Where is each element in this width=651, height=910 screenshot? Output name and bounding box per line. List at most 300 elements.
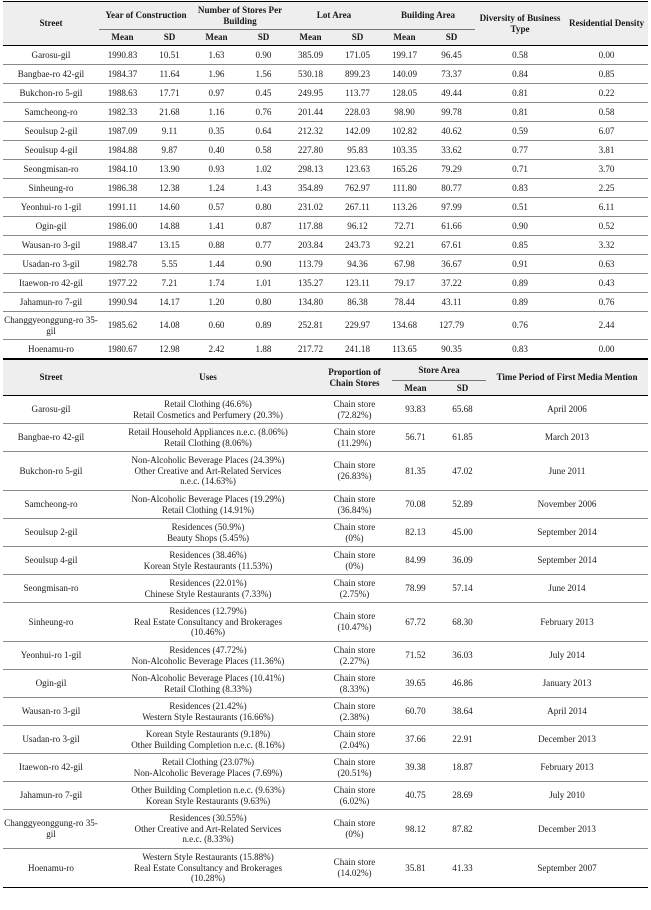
stores-mean-cell: 1.20 xyxy=(193,293,240,312)
year-mean-cell: 1988.63 xyxy=(99,84,146,103)
diversity-cell: 0.83 xyxy=(475,340,565,359)
lot-sd-cell: 241.18 xyxy=(334,340,381,359)
store-area-sd-cell: 18.87 xyxy=(439,754,486,782)
year-mean-cell: 1990.94 xyxy=(99,293,146,312)
building-sd-cell: 49.44 xyxy=(428,84,475,103)
chain-store-label: Chain store xyxy=(333,426,376,437)
table-row xyxy=(3,782,648,810)
stores-mean-cell: 1.16 xyxy=(193,103,240,122)
building-mean-cell: 98.90 xyxy=(381,103,428,122)
uses-line: (10.46%) xyxy=(190,627,226,638)
store-area-sd-cell: 28.69 xyxy=(439,782,486,810)
street-cell: Seongmisan-ro xyxy=(3,160,99,179)
media-mention-cell: January 2013 xyxy=(486,670,648,698)
stores-sd-cell: 0.90 xyxy=(240,46,287,65)
chain-store-label: Chain store xyxy=(333,857,376,868)
lot-sd-cell: 96.12 xyxy=(334,217,381,236)
chain-store-label: Chain store xyxy=(333,493,376,504)
lot-sd-cell: 86.38 xyxy=(334,293,381,312)
stores-mean-cell: 0.40 xyxy=(193,141,240,160)
building-mean-cell: 113.65 xyxy=(381,340,428,359)
store-area-mean-cell: 39.65 xyxy=(392,670,439,698)
uses-line: Retail Clothing (46.6%) xyxy=(164,398,252,409)
stores-mean-cell: 0.88 xyxy=(193,236,240,255)
subheader-mean: Mean xyxy=(381,30,428,46)
lot-sd-cell: 229.97 xyxy=(334,312,381,340)
lot-sd-cell: 113.77 xyxy=(334,84,381,103)
building-mean-cell: 78.44 xyxy=(381,293,428,312)
lot-mean-cell: 212.32 xyxy=(287,122,334,141)
lot-sd-cell: 94.36 xyxy=(334,255,381,274)
table-row xyxy=(3,65,648,84)
subheader-mean: Mean xyxy=(99,30,146,46)
uses-cell xyxy=(99,810,317,849)
col-header-year: Year of Construction xyxy=(99,2,193,30)
chain-store-percent: (2.27%) xyxy=(339,655,370,666)
lot-sd-cell: 243.73 xyxy=(334,236,381,255)
year-mean-cell: 1986.00 xyxy=(99,217,146,236)
street-cell: Bangbae-ro 42-gil xyxy=(3,65,99,84)
street-cell: Bukchon-ro 5-gil xyxy=(3,84,99,103)
year-mean-cell: 1984.37 xyxy=(99,65,146,84)
lot-mean-cell: 134.80 xyxy=(287,293,334,312)
street-cell: Jahamun-ro 7-gil xyxy=(3,782,99,810)
table-row xyxy=(3,198,648,217)
chain-store-cell xyxy=(317,519,392,547)
year-sd-cell: 10.51 xyxy=(146,46,193,65)
uses-line: Chinese Style Restaurants (7.33%) xyxy=(144,588,272,599)
residential-cell: 0.43 xyxy=(565,274,648,293)
chain-store-label: Chain store xyxy=(333,784,376,795)
lot-mean-cell: 203.84 xyxy=(287,236,334,255)
table-row xyxy=(3,217,648,236)
uses-line: Residences (22.01%) xyxy=(169,577,247,588)
street-cell: Seongmisan-ro xyxy=(3,575,99,603)
store-area-sd-cell: 52.89 xyxy=(439,491,486,519)
street-cell: Usadan-ro 3-gil xyxy=(3,255,99,274)
lot-mean-cell: 354.89 xyxy=(287,179,334,198)
store-area-sd-cell: 36.03 xyxy=(439,642,486,670)
media-mention-cell: June 2014 xyxy=(486,575,648,603)
street-cell: Garosu-gil xyxy=(3,46,99,65)
uses-line: Korean Style Restaurants (11.53%) xyxy=(143,560,273,571)
store-area-mean-cell: 82.13 xyxy=(392,519,439,547)
chain-store-cell xyxy=(317,575,392,603)
building-mean-cell: 102.82 xyxy=(381,122,428,141)
chain-store-label: Chain store xyxy=(333,756,376,767)
store-area-mean-cell: 78.99 xyxy=(392,575,439,603)
table-row xyxy=(3,547,648,575)
stores-sd-cell: 1.02 xyxy=(240,160,287,179)
stores-mean-cell: 0.93 xyxy=(193,160,240,179)
residential-cell: 0.76 xyxy=(565,293,648,312)
lot-mean-cell: 135.27 xyxy=(287,274,334,293)
chain-store-cell xyxy=(317,754,392,782)
year-sd-cell: 14.17 xyxy=(146,293,193,312)
chain-store-cell xyxy=(317,810,392,849)
residential-cell: 0.52 xyxy=(565,217,648,236)
building-mean-cell: 72.71 xyxy=(381,217,428,236)
store-area-sd-cell: 61.85 xyxy=(439,424,486,452)
stores-mean-cell: 1.24 xyxy=(193,179,240,198)
table-row xyxy=(3,236,648,255)
chain-store-label: Chain store xyxy=(333,398,376,409)
stores-sd-cell: 0.80 xyxy=(240,293,287,312)
lot-mean-cell: 117.88 xyxy=(287,217,334,236)
street-cell: Itaewon-ro 42-gil xyxy=(3,754,99,782)
year-mean-cell: 1984.10 xyxy=(99,160,146,179)
chain-store-label: Chain store xyxy=(333,644,376,655)
street-cell: Seoulsup 4-gil xyxy=(3,547,99,575)
diversity-cell: 0.85 xyxy=(475,236,565,255)
street-cell: Samcheong-ro xyxy=(3,491,99,519)
chain-store-percent: (36.84%) xyxy=(337,504,372,515)
media-mention-cell: April 2014 xyxy=(486,698,648,726)
uses-cell xyxy=(99,603,317,642)
col-header-media-mention: Time Period of First Media Mention xyxy=(486,360,648,396)
uses-cell xyxy=(99,642,317,670)
uses-line: Residences (30.55%) xyxy=(169,813,247,824)
building-sd-cell: 61.66 xyxy=(428,217,475,236)
uses-line: Non-Alcoholic Beverage Places (19.29%) xyxy=(131,493,285,504)
diversity-cell: 0.58 xyxy=(475,46,565,65)
chain-store-percent: (10.47%) xyxy=(337,622,372,632)
residential-cell: 0.63 xyxy=(565,255,648,274)
uses-line: Non-Alcoholic Beverage Places (24.39%) xyxy=(131,455,285,466)
uses-line: Non-Alcoholic Beverage Places (10.41%) xyxy=(131,672,285,683)
subheader-sd: SD xyxy=(240,30,287,46)
stores-sd-cell: 0.87 xyxy=(240,217,287,236)
diversity-cell: 0.83 xyxy=(475,179,565,198)
uses-line: n.e.c. (14.63%) xyxy=(180,476,236,487)
year-sd-cell: 13.15 xyxy=(146,236,193,255)
col-header-street: Street xyxy=(3,2,99,46)
street-cell: Garosu-gil xyxy=(3,396,99,424)
residential-cell: 0.22 xyxy=(565,84,648,103)
building-sd-cell: 97.99 xyxy=(428,198,475,217)
uses-cell xyxy=(99,575,317,603)
street-cell: Wausan-ro 3-gil xyxy=(3,236,99,255)
media-mention-cell: September 2007 xyxy=(486,849,648,888)
stores-sd-cell: 1.56 xyxy=(240,65,287,84)
uses-cell xyxy=(99,396,317,424)
chain-store-percent: (14.02%) xyxy=(337,868,372,878)
street-cell: Ogin-gil xyxy=(3,217,99,236)
year-sd-cell: 14.60 xyxy=(146,198,193,217)
table-row xyxy=(3,103,648,122)
street-cell: Changgyeonggung-ro 35-gil xyxy=(3,312,99,340)
table-row xyxy=(3,255,648,274)
year-sd-cell: 12.98 xyxy=(146,340,193,359)
col-header-store-area: Store Area xyxy=(392,360,486,381)
chain-store-cell xyxy=(317,603,392,642)
building-mean-cell: 79.17 xyxy=(381,274,428,293)
uses-line: Retail Clothing (8.33%) xyxy=(164,683,252,694)
street-cell: Jahamun-ro 7-gil xyxy=(3,293,99,312)
lot-mean-cell: 249.95 xyxy=(287,84,334,103)
store-area-mean-cell: 84.99 xyxy=(392,547,439,575)
year-mean-cell: 1991.11 xyxy=(99,198,146,217)
stores-mean-cell: 0.97 xyxy=(193,84,240,103)
street-uses-body xyxy=(3,396,648,888)
uses-line: Retail Household Appliances n.e.c. (8.06%) xyxy=(128,426,288,437)
table-row xyxy=(3,810,648,849)
residential-cell: 2.44 xyxy=(565,312,648,340)
uses-cell xyxy=(99,424,317,452)
store-area-sd-cell: 36.09 xyxy=(439,547,486,575)
building-sd-cell: 37.22 xyxy=(428,274,475,293)
year-sd-cell: 21.68 xyxy=(146,103,193,122)
year-sd-cell: 14.08 xyxy=(146,312,193,340)
table-row xyxy=(3,179,648,198)
diversity-cell: 0.71 xyxy=(475,160,565,179)
chain-store-cell xyxy=(317,452,392,491)
stores-mean-cell: 1.74 xyxy=(193,274,240,293)
subheader-sd: SD xyxy=(334,30,381,46)
lot-sd-cell: 123.11 xyxy=(334,274,381,293)
media-mention-cell: November 2006 xyxy=(486,491,648,519)
store-area-sd-cell: 87.82 xyxy=(439,810,486,849)
table-row xyxy=(3,46,648,65)
lot-mean-cell: 530.18 xyxy=(287,65,334,84)
media-mention-cell: July 2014 xyxy=(486,642,648,670)
uses-cell xyxy=(99,547,317,575)
uses-line: Other Creative and Art-Related Services xyxy=(134,823,282,834)
building-mean-cell: 111.80 xyxy=(381,179,428,198)
table-row xyxy=(3,491,648,519)
store-area-sd-cell: 41.33 xyxy=(439,849,486,888)
year-sd-cell: 13.90 xyxy=(146,160,193,179)
media-mention-cell: April 2006 xyxy=(486,396,648,424)
street-cell: Samcheong-ro xyxy=(3,103,99,122)
table-row xyxy=(3,726,648,754)
table-row xyxy=(3,849,648,888)
building-mean-cell: 199.17 xyxy=(381,46,428,65)
street-cell: Yeonhui-ro 1-gil xyxy=(3,198,99,217)
uses-cell xyxy=(99,849,317,888)
chain-store-label: Chain store xyxy=(333,577,376,588)
diversity-cell: 0.77 xyxy=(475,141,565,160)
street-cell: Bangbae-ro 42-gil xyxy=(3,424,99,452)
stores-mean-cell: 1.63 xyxy=(193,46,240,65)
year-mean-cell: 1982.33 xyxy=(99,103,146,122)
col-header-residential: Residential Density xyxy=(565,2,648,46)
street-cell: Ogin-gil xyxy=(3,670,99,698)
chain-store-cell xyxy=(317,547,392,575)
table-row xyxy=(3,670,648,698)
store-area-mean-cell: 40.75 xyxy=(392,782,439,810)
chain-store-cell xyxy=(317,396,392,424)
stores-sd-cell: 0.64 xyxy=(240,122,287,141)
diversity-cell: 0.89 xyxy=(475,274,565,293)
chain-store-label: Chain store xyxy=(333,549,376,560)
store-area-mean-cell: 70.08 xyxy=(392,491,439,519)
media-mention-cell: June 2011 xyxy=(486,452,648,491)
table-row xyxy=(3,141,648,160)
residential-cell: 3.81 xyxy=(565,141,648,160)
street-cell: Itaewon-ro 42-gil xyxy=(3,274,99,293)
subheader-mean: Mean xyxy=(193,30,240,46)
year-mean-cell: 1988.47 xyxy=(99,236,146,255)
uses-line: Residences (21.42%) xyxy=(169,700,247,711)
stores-mean-cell: 1.44 xyxy=(193,255,240,274)
chain-store-cell xyxy=(317,491,392,519)
building-sd-cell: 90.35 xyxy=(428,340,475,359)
lot-sd-cell: 228.03 xyxy=(334,103,381,122)
uses-line: Retail Clothing (8.06%) xyxy=(164,437,252,448)
residential-cell: 3.70 xyxy=(565,160,648,179)
uses-line: Retail Cosmetics and Perfumery (20.3%) xyxy=(133,409,283,420)
diversity-cell: 0.90 xyxy=(475,217,565,236)
diversity-cell: 0.51 xyxy=(475,198,565,217)
diversity-cell: 0.81 xyxy=(475,84,565,103)
residential-cell: 6.07 xyxy=(565,122,648,141)
year-sd-cell: 11.64 xyxy=(146,65,193,84)
chain-store-label: Chain store xyxy=(333,611,376,622)
year-mean-cell: 1980.67 xyxy=(99,340,146,359)
store-area-mean-cell: 98.12 xyxy=(392,810,439,849)
col-header-stores: Number of Stores Per Building xyxy=(193,2,287,30)
uses-line: Other Creative and Art-Related Services xyxy=(134,465,282,476)
year-mean-cell: 1982.78 xyxy=(99,255,146,274)
uses-line: Non-Alcoholic Beverage Places (11.36%) xyxy=(131,655,285,666)
media-mention-cell: July 2010 xyxy=(486,782,648,810)
store-area-sd-cell: 68.30 xyxy=(439,603,486,642)
building-sd-cell: 33.62 xyxy=(428,141,475,160)
stores-mean-cell: 1.96 xyxy=(193,65,240,84)
chain-store-percent: (72.82%) xyxy=(337,409,372,420)
street-cell: Seoulsup 4-gil xyxy=(3,141,99,160)
lot-sd-cell: 762.97 xyxy=(334,179,381,198)
col-header-uses: Uses xyxy=(99,360,317,396)
stores-sd-cell: 0.89 xyxy=(240,312,287,340)
store-area-sd-cell: 45.00 xyxy=(439,519,486,547)
table-row xyxy=(3,396,648,424)
lot-mean-cell: 252.81 xyxy=(287,312,334,340)
chain-store-cell xyxy=(317,782,392,810)
col-header-diversity: Diversity of Business Type xyxy=(475,2,565,46)
table-row xyxy=(3,312,648,340)
col-header-chain-proportion: Proportion of Chain Stores xyxy=(317,360,392,396)
uses-cell xyxy=(99,782,317,810)
lot-sd-cell: 123.63 xyxy=(334,160,381,179)
lot-mean-cell: 201.44 xyxy=(287,103,334,122)
building-sd-cell: 80.77 xyxy=(428,179,475,198)
stores-sd-cell: 0.76 xyxy=(240,103,287,122)
year-sd-cell: 17.71 xyxy=(146,84,193,103)
building-sd-cell: 67.61 xyxy=(428,236,475,255)
diversity-cell: 0.89 xyxy=(475,293,565,312)
uses-line: Western Style Restaurants (15.88%) xyxy=(142,852,274,863)
subheader-mean: Mean xyxy=(287,30,334,46)
year-sd-cell: 9.11 xyxy=(146,122,193,141)
lot-mean-cell: 385.09 xyxy=(287,46,334,65)
chain-store-percent: (2.75%) xyxy=(339,588,370,599)
store-area-mean-cell: 93.83 xyxy=(392,396,439,424)
uses-line: Beauty Shops (5.45%) xyxy=(166,532,250,543)
media-mention-cell: September 2014 xyxy=(486,547,648,575)
street-cell: Sinheung-ro xyxy=(3,179,99,198)
subheader-mean: Mean xyxy=(392,381,439,396)
uses-line: Residences (38.46%) xyxy=(169,549,247,560)
media-mention-cell: March 2013 xyxy=(486,424,648,452)
table-row xyxy=(3,603,648,642)
stores-mean-cell: 0.35 xyxy=(193,122,240,141)
diversity-cell: 0.76 xyxy=(475,312,565,340)
building-sd-cell: 127.79 xyxy=(428,312,475,340)
chain-store-cell xyxy=(317,698,392,726)
store-area-mean-cell: 81.35 xyxy=(392,452,439,491)
diversity-cell: 0.81 xyxy=(475,103,565,122)
stores-sd-cell: 0.58 xyxy=(240,141,287,160)
subheader-sd: SD xyxy=(439,381,486,396)
uses-line: Other Building Completion n.e.c. (9.63%) xyxy=(131,784,285,795)
street-cell: Changgyeonggung-ro 35-gil xyxy=(3,810,99,849)
street-cell: Seoulsup 2-gil xyxy=(3,122,99,141)
uses-cell xyxy=(99,754,317,782)
chain-store-percent: (2.38%) xyxy=(339,711,370,722)
year-mean-cell: 1990.83 xyxy=(99,46,146,65)
uses-line: Other Building Completion n.e.c. (8.16%) xyxy=(131,739,285,750)
chain-store-cell xyxy=(317,726,392,754)
uses-line: Residences (50.9%) xyxy=(171,521,245,532)
chain-store-percent: (11.29%) xyxy=(337,437,372,448)
chain-store-percent: (20.51%) xyxy=(337,767,372,778)
street-cell: Yeonhui-ro 1-gil xyxy=(3,642,99,670)
table-row xyxy=(3,274,648,293)
chain-store-percent: (0%) xyxy=(345,829,364,839)
stores-sd-cell: 1.43 xyxy=(240,179,287,198)
uses-line: Retail Clothing (23.07%) xyxy=(161,756,255,767)
stores-sd-cell: 1.01 xyxy=(240,274,287,293)
chain-store-percent: (6.02%) xyxy=(339,795,370,806)
residential-cell: 0.00 xyxy=(565,46,648,65)
lot-mean-cell: 231.02 xyxy=(287,198,334,217)
street-cell: Bukchon-ro 5-gil xyxy=(3,452,99,491)
media-mention-cell: February 2013 xyxy=(486,603,648,642)
building-sd-cell: 73.37 xyxy=(428,65,475,84)
uses-line: n.e.c. (8.33%) xyxy=(182,834,234,845)
uses-line: Western Style Restaurants (16.66%) xyxy=(142,711,274,722)
stores-mean-cell: 0.60 xyxy=(193,312,240,340)
chain-store-cell xyxy=(317,642,392,670)
uses-line: Korean Style Restaurants (9.18%) xyxy=(145,728,271,739)
year-sd-cell: 9.87 xyxy=(146,141,193,160)
chain-store-percent: (0%) xyxy=(345,560,364,571)
table-row xyxy=(3,122,648,141)
building-mean-cell: 140.09 xyxy=(381,65,428,84)
chain-store-label: Chain store xyxy=(333,818,376,829)
uses-cell xyxy=(99,698,317,726)
street-characteristics-body xyxy=(3,46,648,359)
chain-store-percent: (0%) xyxy=(345,532,364,543)
media-mention-cell: September 2014 xyxy=(486,519,648,547)
year-mean-cell: 1987.09 xyxy=(99,122,146,141)
table-row xyxy=(3,160,648,179)
uses-cell xyxy=(99,726,317,754)
media-mention-cell: December 2013 xyxy=(486,810,648,849)
store-area-sd-cell: 65.68 xyxy=(439,396,486,424)
table-row xyxy=(3,452,648,491)
chain-store-cell xyxy=(317,849,392,888)
stores-sd-cell: 1.88 xyxy=(240,340,287,359)
chain-store-label: Chain store xyxy=(333,728,376,739)
diversity-cell: 0.59 xyxy=(475,122,565,141)
building-mean-cell: 113.26 xyxy=(381,198,428,217)
chain-store-percent: (26.83%) xyxy=(337,471,372,481)
table-row xyxy=(3,754,648,782)
store-area-sd-cell: 38.64 xyxy=(439,698,486,726)
